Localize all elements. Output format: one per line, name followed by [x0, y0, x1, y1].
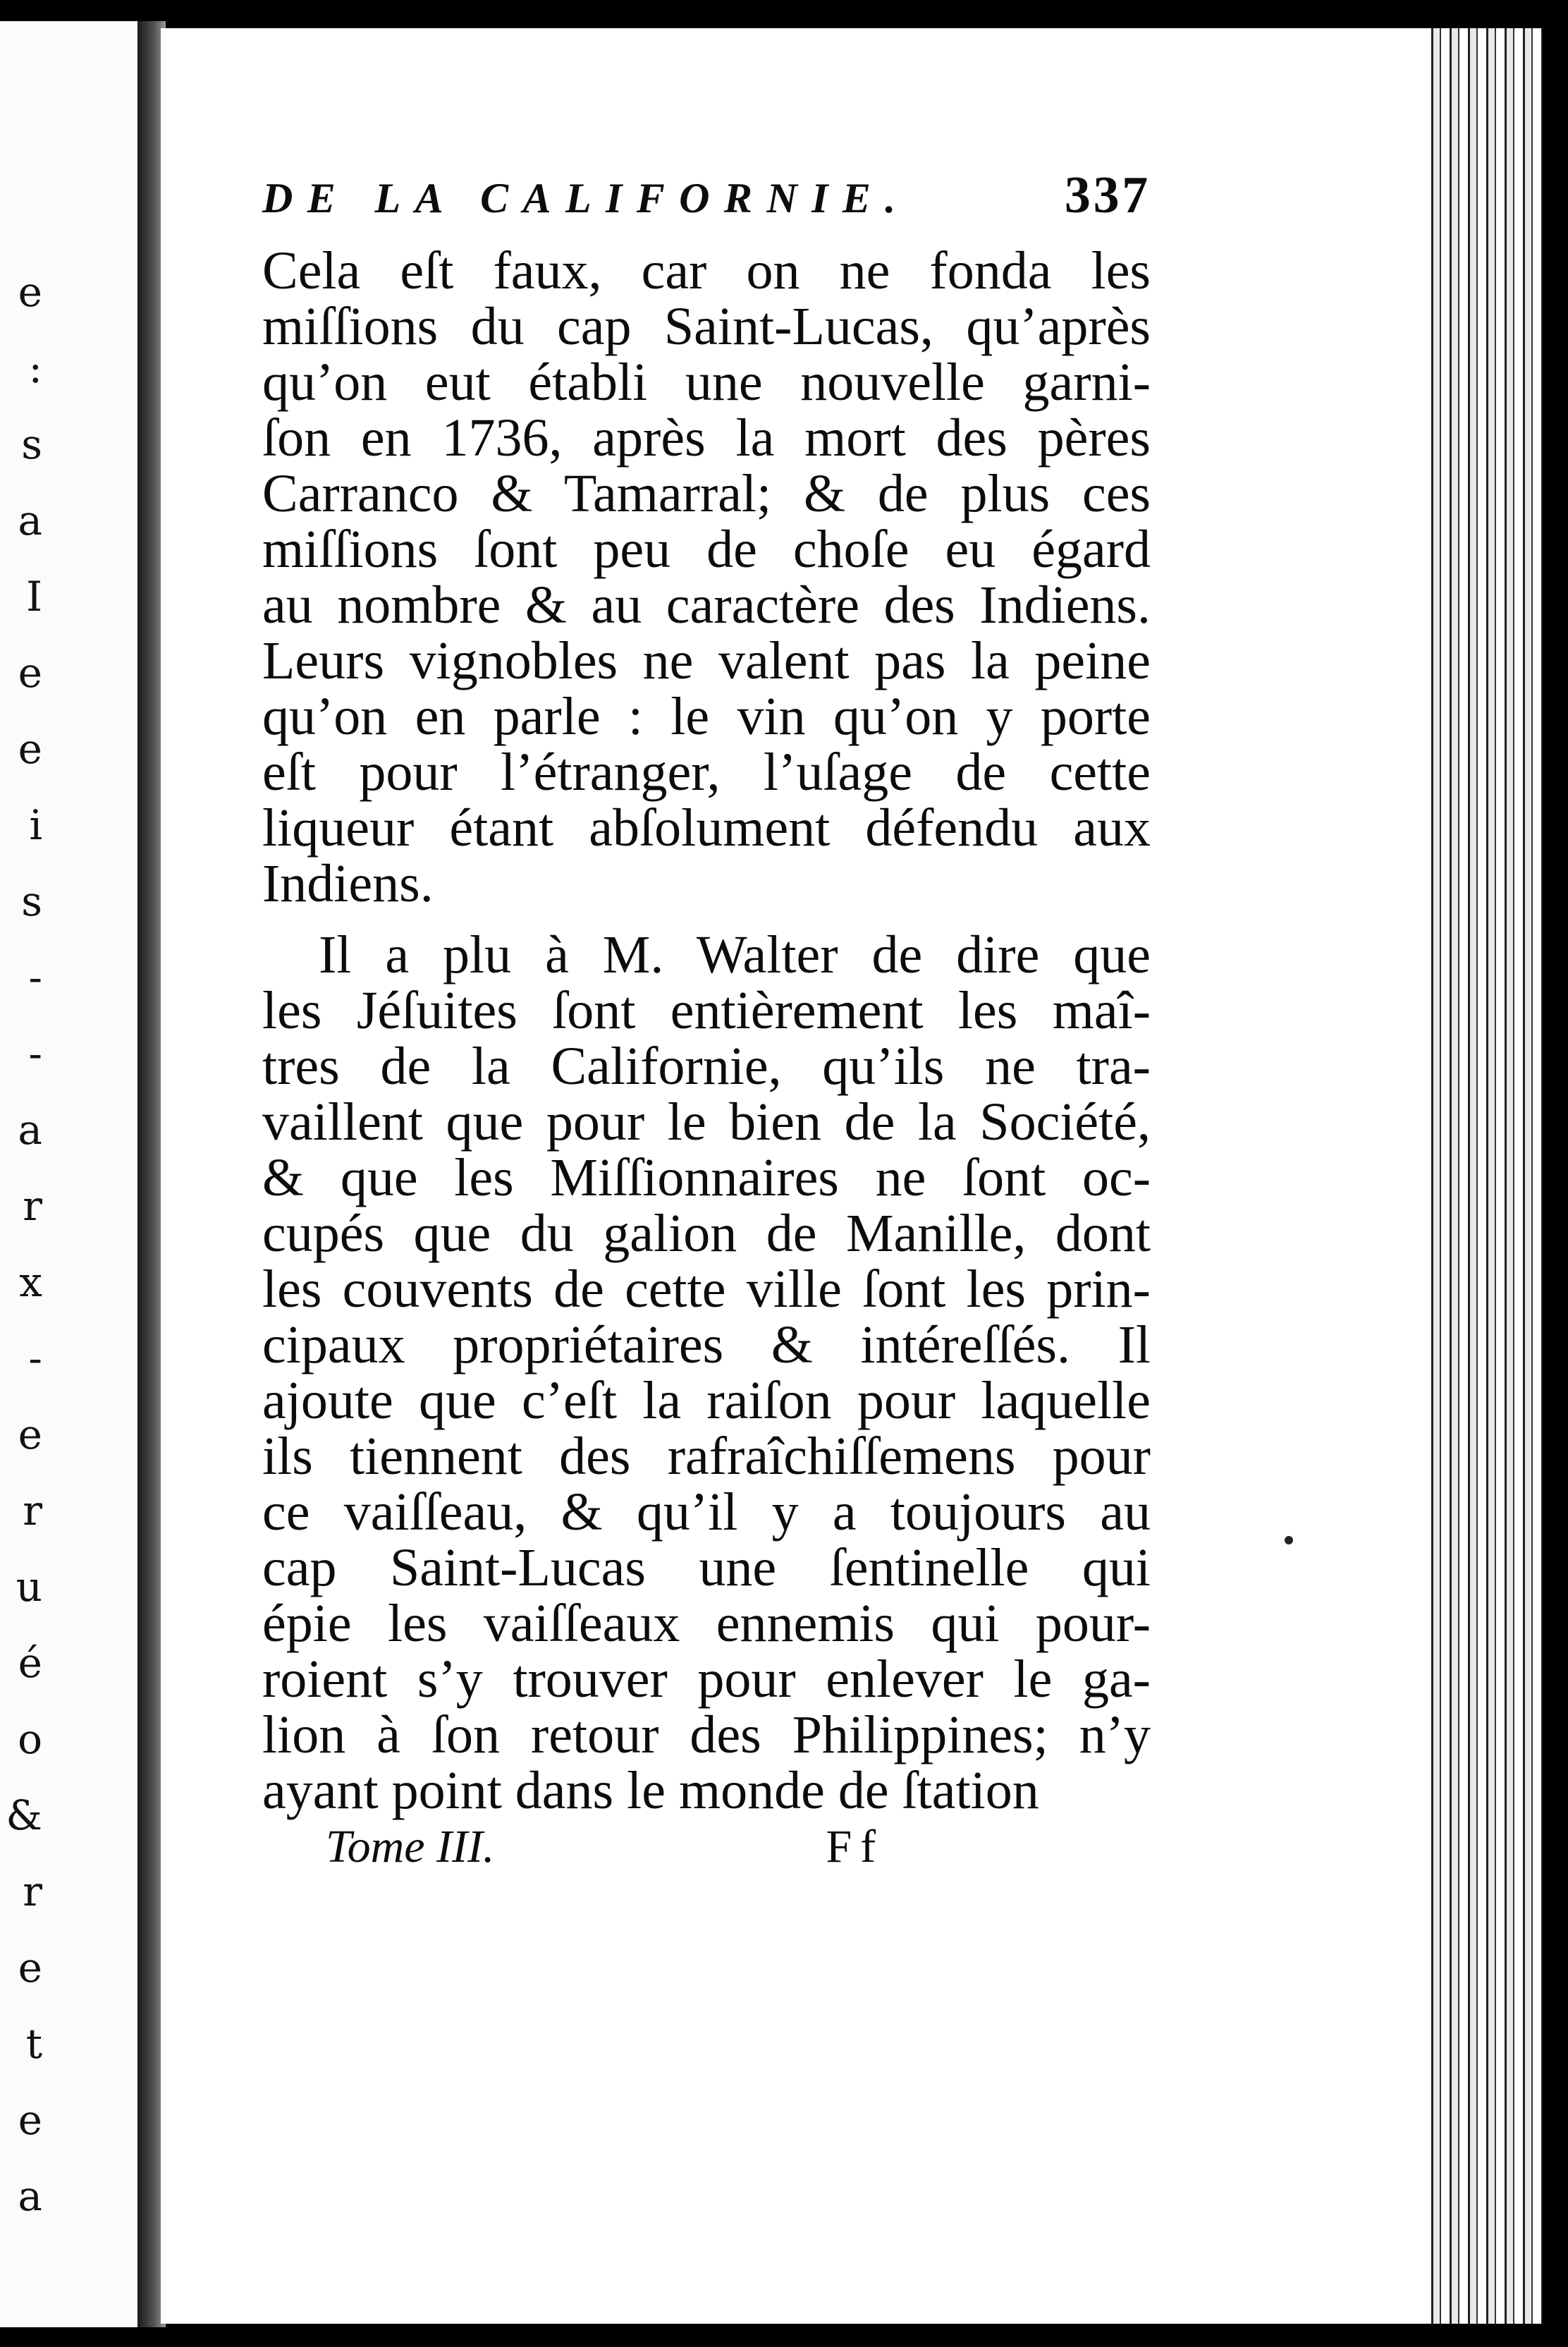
left-page-fragment: x [19, 1258, 42, 1306]
page-text-block [262, 166, 1151, 1884]
text-line: Leurs vignobles ne valent pas la peine [262, 631, 1151, 690]
left-page-fragment: e [18, 1410, 42, 1458]
left-page-fragment: r [23, 1182, 42, 1230]
paragraph [262, 243, 1151, 912]
running-head [262, 166, 1151, 243]
volume-label: Tome III. [326, 1821, 495, 1872]
left-page-fragment: s [21, 420, 42, 468]
ink-speck [1285, 1536, 1293, 1544]
page-stack-edges [1423, 28, 1543, 2324]
left-page-fragment: a [18, 496, 42, 544]
text-line: les Jéſuites ſont entièrement les maî- [262, 981, 1151, 1040]
signature-mark: Ff [826, 1821, 884, 1872]
left-page-fragment: é [18, 1639, 42, 1687]
left-page-fragment: e [18, 268, 42, 316]
page-number: 337 [1064, 166, 1151, 224]
text-line: ajoute que c’eſt la raiſon pour laquelle [262, 1371, 1151, 1430]
left-page-fragment: : [28, 344, 42, 392]
left-page-fragment: r [23, 1867, 42, 1915]
left-page-fragment: i [29, 801, 42, 849]
running-head-title: DE LA CALIFORNIE. [262, 175, 910, 221]
left-page-edge [0, 21, 142, 2327]
left-page-fragment: s [21, 877, 42, 925]
left-page-fragment: e [18, 2096, 42, 2144]
left-page-fragment: e [18, 649, 42, 697]
text-line: cap Saint-Lucas une ſentinelle qui [262, 1538, 1151, 1597]
text-line: vaillent que pour le bien de la Société, [262, 1092, 1151, 1152]
text-line: cipaux propriétaires & intéreſſés. Il [262, 1315, 1151, 1374]
left-page-fragment: o [18, 1715, 42, 1763]
text-line: ce vaiſſeau, & qu’il y a toujours au [262, 1482, 1151, 1542]
left-page-fragment: a [18, 1106, 42, 1154]
left-page-fragment: & [6, 1791, 42, 1839]
left-page-fragment: a [18, 2172, 42, 2220]
text-line: eſt pour l’étranger, l’uſage de cette [262, 743, 1151, 802]
left-page-text-fragments [0, 254, 42, 2234]
body-text [262, 243, 1151, 1819]
paragraph [262, 927, 1151, 1819]
left-page-fragment: e [18, 725, 42, 773]
left-page-fragment: - [28, 1334, 42, 1382]
text-line: ils tiennent des rafraîchiſſemens pour [262, 1427, 1151, 1486]
text-line: Indiens. [262, 854, 434, 913]
text-line: Il a plu à M. Walter de dire que [319, 925, 1151, 984]
text-line: les couvents de cette ville ſont les prin- [262, 1260, 1151, 1319]
text-line: épie les vaiſſeaux ennemis qui pour- [262, 1594, 1151, 1653]
text-line: Carranco & Tamarral; & de plus ces [262, 464, 1151, 523]
text-line: au nombre & au caractère des Indiens. [262, 575, 1151, 635]
left-page-fragment: - [28, 1030, 42, 1078]
text-line: ayant point dans le monde de ſtation [262, 1761, 1039, 1820]
text-line: miſſions ſont peu de choſe eu égard [262, 520, 1151, 579]
text-line: Cela eſt faux, car on ne fonda les [262, 241, 1151, 300]
text-line: roient s’y trouver pour enlever le ga- [262, 1650, 1151, 1709]
page-footer [262, 1820, 1151, 1884]
text-line: tres de la Californie, qu’ils ne tra- [262, 1037, 1151, 1096]
left-page-fragment: t [25, 2020, 42, 2068]
text-line: miſſions du cap Saint-Lucas, qu’après [262, 297, 1151, 356]
left-page-fragment: I [26, 573, 42, 621]
left-page-fragment: r [23, 1487, 42, 1535]
text-line: liqueur étant abſolument défendu aux [262, 798, 1151, 858]
left-page-fragment: - [28, 953, 42, 1001]
text-line: ſon en 1736, après la mort des pères [262, 408, 1151, 468]
left-page-fragment: u [16, 1563, 42, 1611]
text-line: lion à ſon retour des Philippines; n’y [262, 1705, 1151, 1764]
text-line: cupés que du galion de Manille, dont [262, 1204, 1151, 1263]
text-line: qu’on en parle : le vin qu’on y porte [262, 687, 1151, 746]
text-line: qu’on eut établi une nouvelle garni- [262, 353, 1151, 412]
text-line: & que les Miſſionnaires ne ſont oc- [262, 1148, 1151, 1207]
left-page-fragment: e [18, 1944, 42, 1992]
